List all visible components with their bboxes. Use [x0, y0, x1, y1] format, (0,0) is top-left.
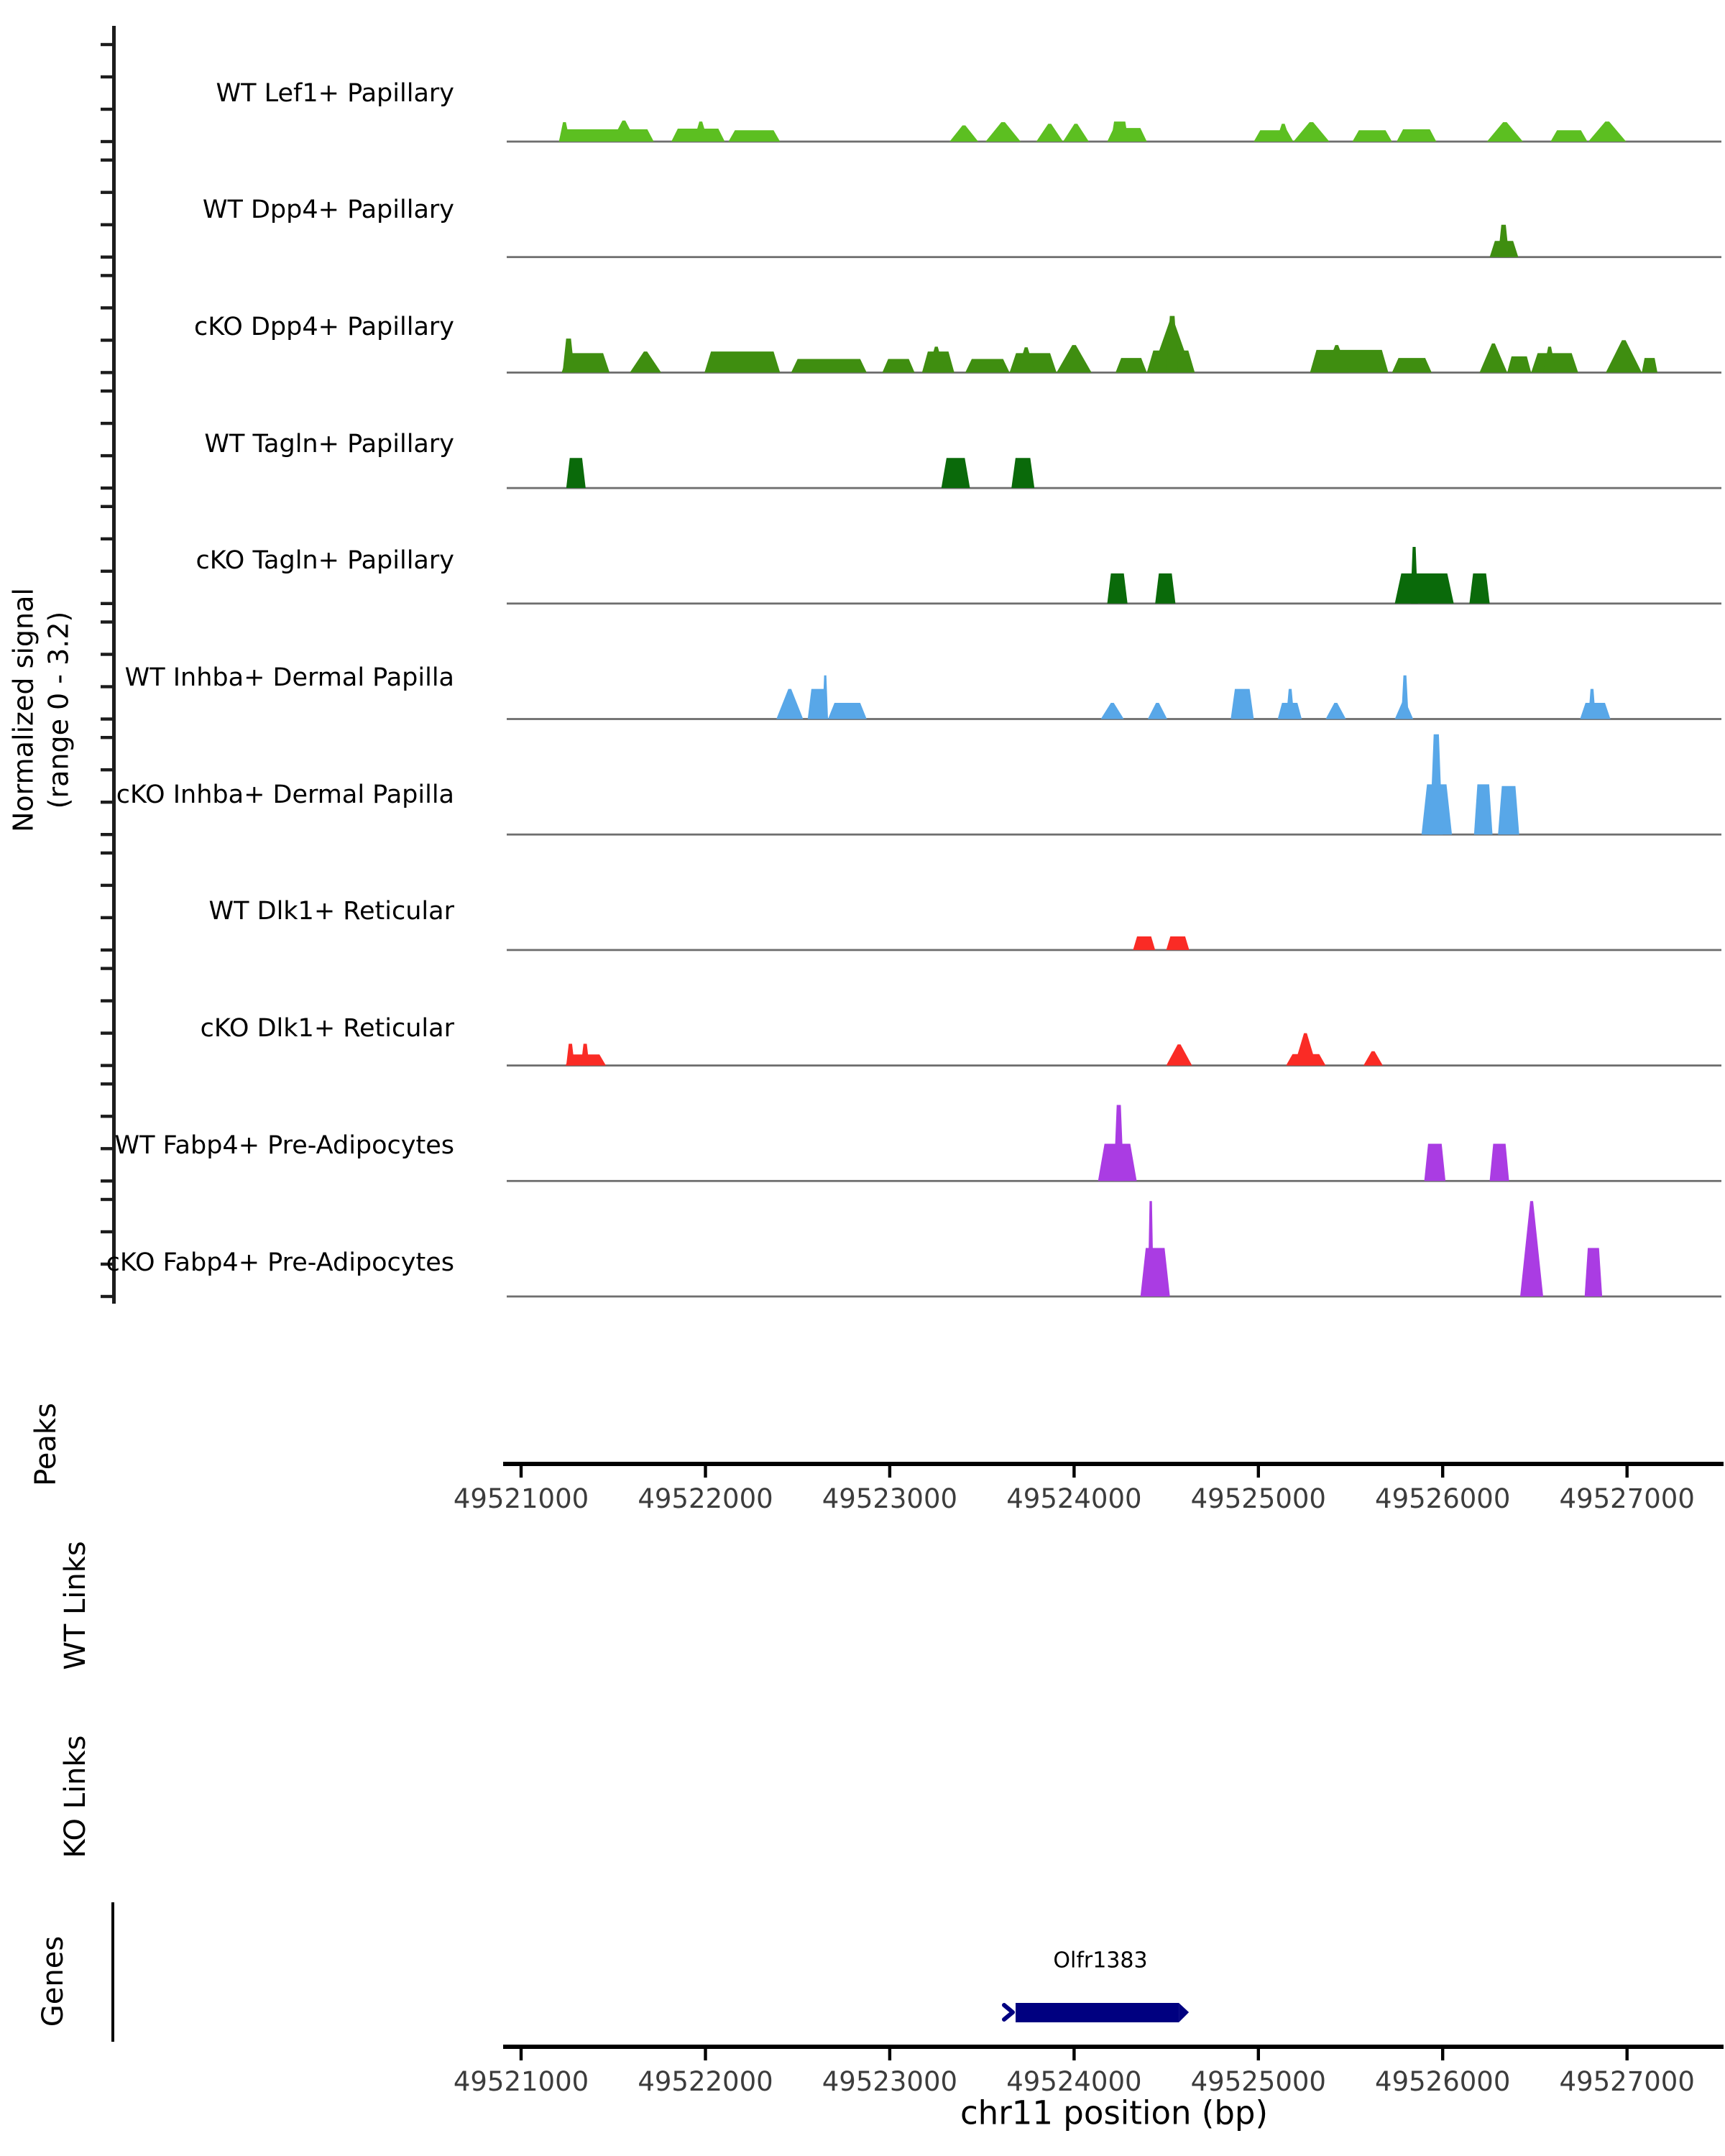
x-tick-label: 49527000	[1559, 1483, 1695, 1514]
track-baseline	[507, 256, 1721, 258]
x-axis-line	[503, 2045, 1724, 2049]
signal-peak	[1490, 1144, 1509, 1181]
gene-body	[1016, 2003, 1179, 2022]
signal-peak	[776, 689, 803, 719]
signal-peak	[1114, 1105, 1124, 1181]
x-axis-tick	[888, 1466, 891, 1478]
signal-peak	[1230, 689, 1254, 719]
signal-peak	[1111, 121, 1128, 142]
signal-peak	[949, 126, 978, 142]
signal-axis-tick	[101, 1082, 112, 1085]
signal-axis-tick	[101, 224, 112, 226]
signal-peak	[1141, 1248, 1170, 1297]
signal-axis-tick	[101, 717, 112, 720]
track-label: cKO Fabp4+ Pre-Adipocytes	[106, 1248, 454, 1277]
gene-strand-chevron	[1004, 2005, 1013, 2019]
signal-peak	[822, 676, 828, 719]
x-tick-label: 49523000	[822, 1483, 958, 1514]
signal-axis-tick	[101, 140, 112, 143]
signal-axis-tick	[101, 390, 112, 392]
signal-peak	[563, 338, 575, 372]
signal-axis-tick	[101, 768, 112, 771]
track-label: cKO Tagln+ Papillary	[196, 546, 454, 576]
signal-peak	[1520, 1201, 1543, 1296]
signal-peak	[1487, 122, 1523, 142]
signal-axis-tick	[101, 1198, 112, 1201]
signal-axis-tick	[101, 852, 112, 854]
signal-peak	[1474, 784, 1493, 834]
signal-peak	[1116, 358, 1147, 372]
signal-axis-tick	[101, 159, 112, 162]
signal-axis-tick	[101, 999, 112, 1002]
track-label: WT Fabp4+ Pre-Adipocytes	[114, 1130, 454, 1160]
signal-axis-tick	[101, 736, 112, 739]
signal-peak	[1480, 344, 1508, 373]
signal-peak	[1108, 573, 1128, 604]
track-label: WT Tagln+ Papillary	[204, 429, 454, 459]
signal-peak	[1585, 1248, 1602, 1297]
signal-axis-tick	[101, 884, 112, 887]
track-label: WT Inhba+ Dermal Papilla	[124, 663, 454, 692]
x-axis-tick	[520, 1466, 523, 1478]
x-axis-tick	[888, 2049, 891, 2060]
track-label: WT Dpp4+ Papillary	[202, 195, 454, 225]
x-axis-tick	[1441, 1466, 1444, 1478]
track-label: cKO Dlk1+ Reticular	[200, 1014, 454, 1044]
x-axis-label: chr11 position (bp)	[960, 2093, 1269, 2132]
y-axis-label-line2: (range 0 - 3.2)	[42, 611, 74, 809]
x-tick-label: 49523000	[822, 2066, 958, 2097]
signal-peak	[1325, 703, 1346, 719]
signal-peak	[1310, 350, 1389, 373]
signal-peak	[883, 359, 915, 373]
signal-peak	[1363, 1051, 1383, 1066]
signal-peak	[1469, 573, 1489, 604]
signal-peak	[1606, 340, 1642, 372]
signal-axis-tick	[101, 620, 112, 623]
signal-peak	[630, 351, 661, 372]
track-baseline	[507, 487, 1721, 489]
signal-peak	[1397, 129, 1436, 142]
signal-peak	[1133, 936, 1155, 950]
signal-axis-tick	[101, 306, 112, 309]
signal-axis-tick	[101, 487, 112, 489]
x-tick-label: 49524000	[1006, 1483, 1142, 1514]
x-axis-tick	[520, 2049, 523, 2060]
track-baseline	[507, 1064, 1721, 1067]
section-label-peaks: Peaks	[29, 1403, 63, 1486]
signal-axis-tick	[101, 653, 112, 655]
x-tick-label: 49526000	[1375, 1483, 1511, 1514]
signal-axis-tick	[101, 75, 112, 78]
signal-axis-tick	[101, 1179, 112, 1182]
signal-axis-tick	[101, 967, 112, 969]
signal-peak	[1425, 1144, 1446, 1181]
x-axis-line	[503, 1462, 1724, 1466]
x-tick-label: 49521000	[453, 1483, 589, 1514]
x-tick-label: 49526000	[1375, 2066, 1511, 2097]
signal-peak	[1550, 130, 1587, 142]
track-baseline	[507, 949, 1721, 952]
section-label-ko-links: KO Links	[59, 1735, 92, 1858]
track-baseline	[507, 834, 1721, 836]
signal-axis-tick	[101, 108, 112, 111]
x-tick-label: 49522000	[638, 2066, 773, 2097]
signal-axis-tick	[101, 422, 112, 425]
signal-axis-tick	[101, 1295, 112, 1298]
signal-axis-tick	[101, 949, 112, 952]
signal-axis-tick	[101, 1230, 112, 1233]
signal-peak	[1498, 786, 1519, 835]
signal-peak	[1036, 124, 1063, 142]
y-axis-label-line1: Normalized signal	[7, 588, 40, 832]
signal-peak	[942, 458, 970, 488]
x-tick-label: 49521000	[453, 2066, 589, 2097]
signal-axis-tick	[101, 1115, 112, 1118]
section-label-genes: Genes	[37, 1935, 70, 2027]
signal-peak	[1395, 573, 1454, 604]
signal-peak	[729, 130, 781, 142]
x-axis-tick	[1072, 1466, 1075, 1478]
x-axis-tick	[1441, 2049, 1444, 2060]
x-tick-label: 49522000	[638, 1483, 773, 1514]
signal-peak	[704, 351, 780, 372]
signal-peak	[1498, 225, 1509, 257]
x-axis-tick	[1626, 2049, 1629, 2060]
signal-peak	[1642, 358, 1657, 372]
track-label: WT Dlk1+ Reticular	[208, 897, 454, 926]
signal-peak	[965, 359, 1010, 373]
signal-axis-tick	[101, 833, 112, 836]
gene-name-label: Olfr1383	[1053, 1948, 1148, 1973]
signal-peak	[1167, 936, 1190, 950]
signal-peak	[828, 703, 867, 719]
signal-axis-tick	[101, 505, 112, 508]
x-axis-tick	[704, 1466, 707, 1478]
x-tick-label: 49524000	[1006, 2066, 1142, 2097]
signal-axis-tick	[101, 538, 112, 540]
signal-peak	[1167, 1044, 1192, 1065]
signal-peak	[791, 359, 867, 373]
signal-peak	[1011, 458, 1034, 488]
signal-peak	[1507, 356, 1531, 373]
signal-axis-tick	[101, 274, 112, 277]
signal-peak	[1148, 703, 1167, 719]
signal-axis-tick	[101, 256, 112, 259]
x-axis-tick	[1257, 1466, 1260, 1478]
signal-peak	[1155, 573, 1175, 604]
x-tick-label: 49525000	[1190, 2066, 1326, 2097]
signal-peak	[1588, 121, 1627, 142]
signal-peak	[1294, 1033, 1317, 1066]
x-axis-tick	[1072, 2049, 1075, 2060]
x-tick-label: 49527000	[1559, 2066, 1695, 2097]
signal-axis-tick	[101, 371, 112, 374]
signal-peak	[1057, 345, 1092, 372]
track-label: cKO Dpp4+ Papillary	[194, 312, 454, 341]
signal-peak	[1294, 122, 1330, 142]
signal-axis-tick	[101, 43, 112, 46]
signal-peak	[1402, 676, 1409, 719]
genes-axis-spine	[111, 1902, 114, 2042]
signal-axis-tick	[101, 1064, 112, 1067]
signal-peak	[1063, 124, 1089, 142]
signal-axis-tick	[101, 602, 112, 605]
x-tick-label: 49525000	[1190, 1483, 1326, 1514]
signal-peak	[985, 122, 1021, 142]
signal-axis-tick	[101, 191, 112, 194]
x-axis-tick	[1626, 1466, 1629, 1478]
signal-peak	[566, 458, 586, 488]
x-axis-tick	[1257, 2049, 1260, 2060]
signal-peak	[559, 129, 654, 142]
section-label-wt-links: WT Links	[59, 1541, 92, 1670]
y-axis-label	[6, 588, 75, 832]
signal-peak	[1101, 703, 1124, 719]
x-axis-tick	[704, 2049, 707, 2060]
signal-peak	[1392, 358, 1432, 372]
signal-peak	[1353, 130, 1392, 142]
gene-arrow-tip	[1179, 2003, 1189, 2022]
track-label: cKO Inhba+ Dermal Papilla	[116, 780, 454, 809]
track-label: WT Lef1+ Papillary	[216, 78, 454, 108]
signal-peak	[1410, 547, 1417, 604]
